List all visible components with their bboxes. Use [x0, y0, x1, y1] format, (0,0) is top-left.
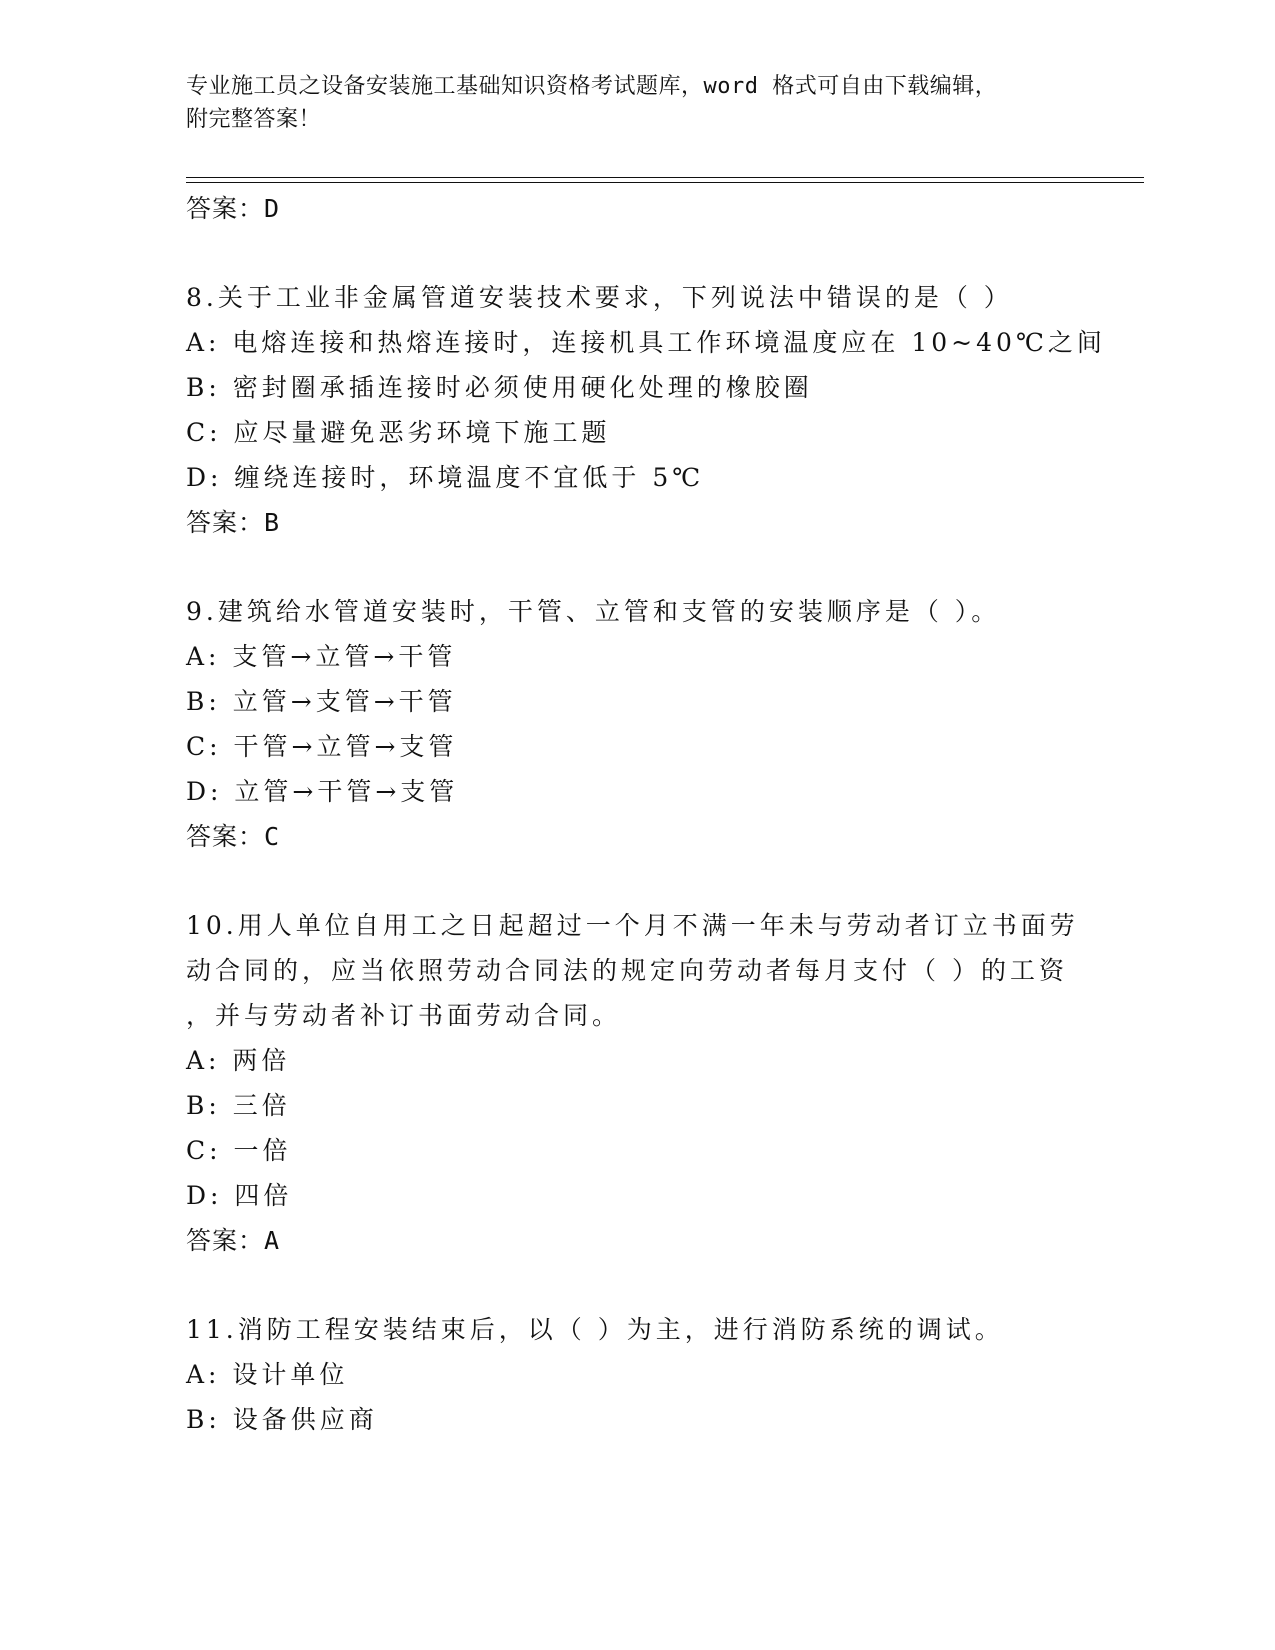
option-c: C: 一倍 — [186, 1136, 292, 1165]
question-text-line-1: 10.用人单位自用工之日起超过一个月不满一年未与劳动者订立书面劳 — [186, 911, 1079, 940]
option-b: B: 密封圈承插连接时必须使用硬化处理的橡胶圈 — [186, 373, 813, 402]
question-text-line-3: ，并与劳动者补订书面劳动合同。 — [186, 1001, 622, 1030]
answer: 答案：A — [186, 1226, 281, 1255]
question-text: 9.建筑给水管道安装时，干管、立管和支管的安装顺序是（ ）。 — [186, 597, 1001, 626]
option-b: B: 设备供应商 — [186, 1405, 378, 1434]
option-d: D: 四倍 — [186, 1181, 293, 1210]
option-d: D: 立管→干管→支管 — [186, 777, 459, 806]
answer-q7: 答案：D — [186, 194, 281, 223]
answer: 答案：C — [186, 822, 281, 851]
question-10 — [186, 903, 1086, 1263]
question-9 — [186, 589, 1086, 859]
question-8 — [186, 275, 1106, 545]
option-c: C: 干管→立管→支管 — [186, 732, 458, 761]
option-b: B: 三倍 — [186, 1091, 291, 1120]
header-line-1: 专业施工员之设备安装施工基础知识资格考试题库，word 格式可自由下载编辑， — [186, 74, 998, 99]
option-c: C: 应尽量避免恶劣环境下施工题 — [186, 418, 611, 447]
header-rule-bottom — [186, 182, 1144, 183]
question-text: 8.关于工业非金属管道安装技术要求，下列说法中错误的是（ ） — [186, 283, 1013, 312]
question-text-line-2: 动合同的，应当依照劳动合同法的规定向劳动者每月支付（ ）的工资 — [186, 956, 1068, 985]
option-b: B: 立管→支管→干管 — [186, 687, 457, 716]
option-a: A: 电熔连接和热熔连接时，连接机具工作环境温度应在 10~40℃之间 — [186, 328, 1106, 357]
option-a: A: 设计单位 — [186, 1360, 349, 1389]
document-body — [186, 186, 1106, 1442]
header-line-2: 附完整答案！ — [186, 107, 322, 132]
header-rule-top — [186, 177, 1144, 178]
option-a: A: 支管→立管→干管 — [186, 642, 457, 671]
option-d: D: 缠绕连接时，环境温度不宜低于 5℃ — [186, 463, 705, 492]
question-11 — [186, 1307, 1086, 1442]
question-text: 11.消防工程安装结束后，以（ ）为主，进行消防系统的调试。 — [186, 1315, 1004, 1344]
document-header — [186, 70, 1066, 136]
option-a: A: 两倍 — [186, 1046, 291, 1075]
answer: 答案：B — [186, 508, 281, 537]
